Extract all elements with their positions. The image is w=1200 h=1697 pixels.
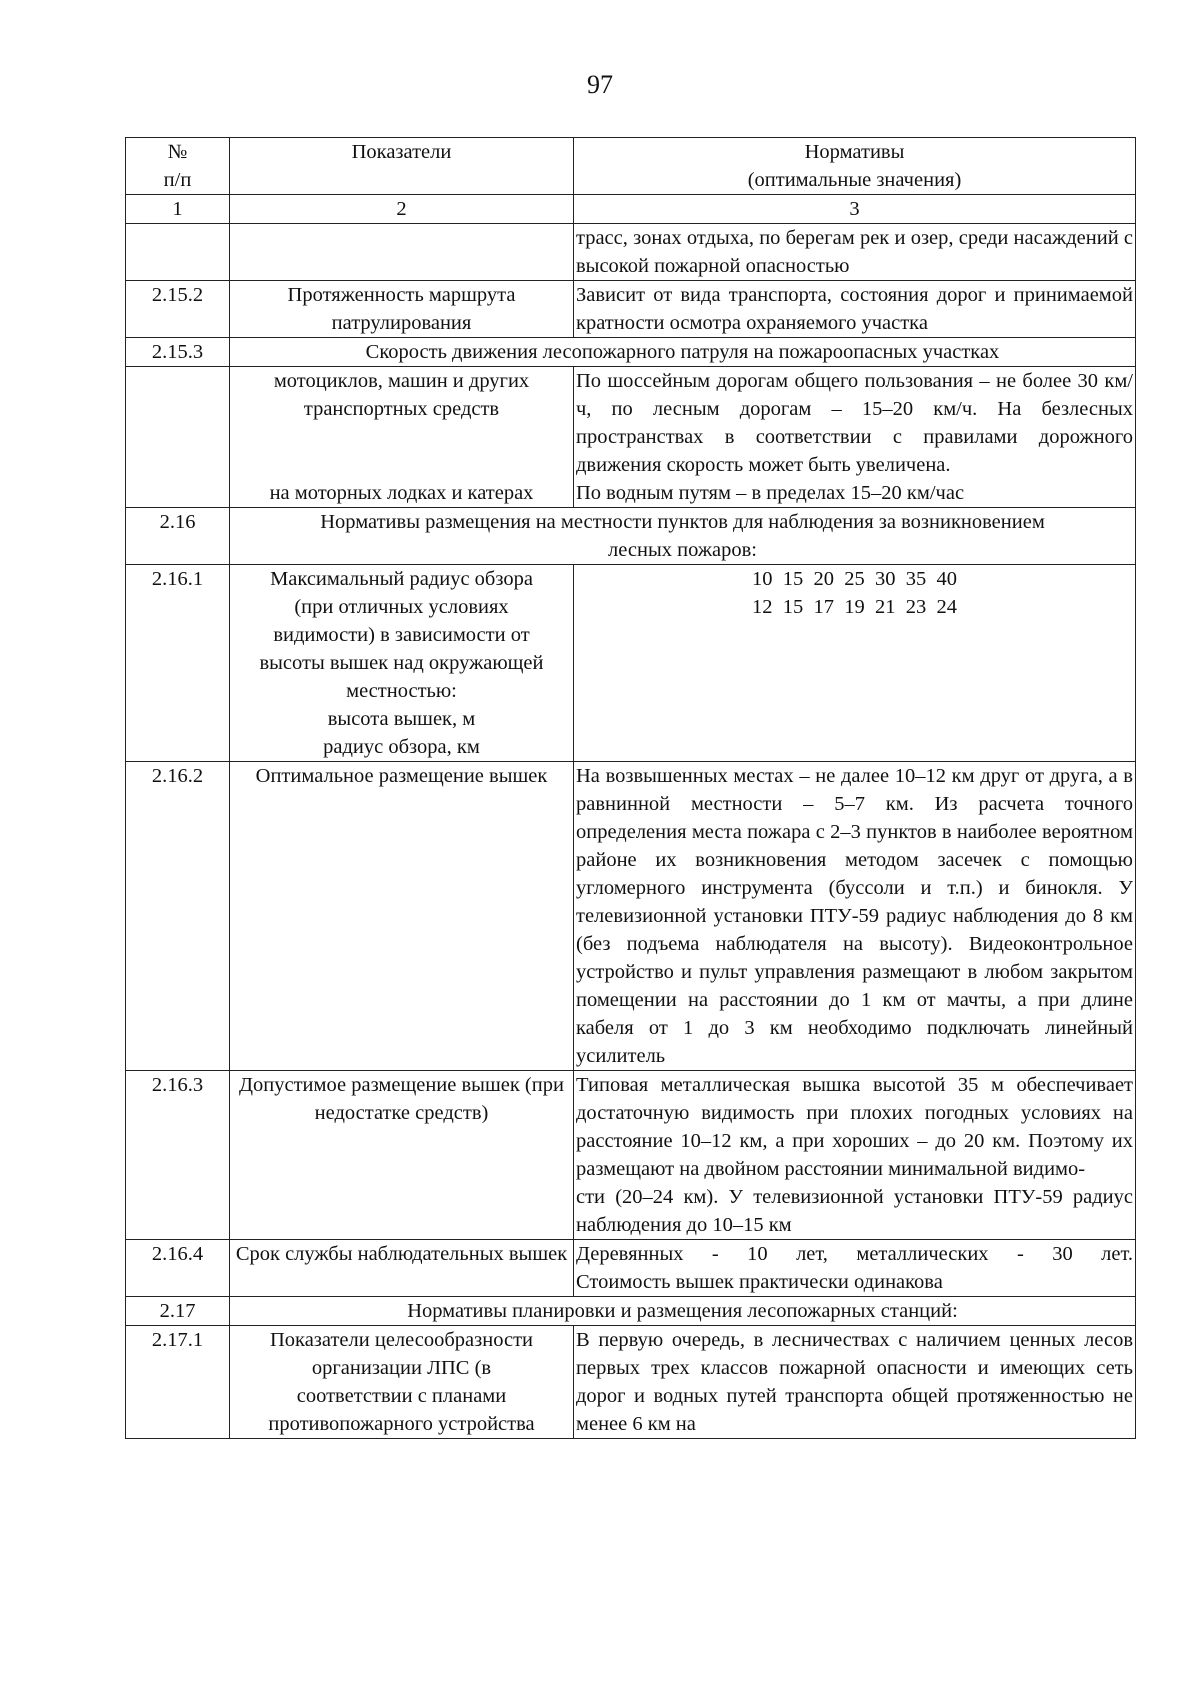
row-number: 2.16: [126, 508, 230, 565]
table-header-row: [126, 138, 1136, 195]
indicator-line: видимости) в зависимости от: [273, 624, 530, 646]
indicator-line: радиус обзора, км: [323, 736, 480, 758]
norms-table: [125, 137, 1136, 1439]
norm-paragraph: Стоимость вышек практически одинакова: [576, 1271, 943, 1293]
row-number: 2.17: [126, 1297, 230, 1326]
header-number-symbol: №: [167, 141, 188, 163]
indicator-line: (при отличных условиях: [294, 596, 509, 618]
norm-cell: По водным путям – в пределах 15–20 км/час: [574, 479, 1136, 508]
indicator-cell: на моторных лодках и катерах: [230, 479, 574, 508]
indicator-cell: Срок службы наблюдательных вышек: [230, 1240, 574, 1297]
table-row: [126, 1240, 1136, 1297]
indicator-cell: [230, 565, 574, 762]
table-row: [126, 367, 1136, 480]
row-number: 2.15.2: [126, 281, 230, 338]
norm-cell: На возвышенных местах – не далее 10–12 км друг от друга, а в равнинной местности – 5–7 км. Из расчета точного определения места пожара с 2–3 пунктов в наиболее вероятном районе их возникновения методом засечек с помощью угломерного инструмента (буссоли и т.п.) и бинокля. У телевизионной установки ПТУ-59 радиус наблюдения до 8 км (без подъема наблюдателя на высоту). Видеоконтрольное устройство и пульт управления размещают в любом закрытом помещении на расстоянии до 1 км от мачты, а при длине кабеля от 1 до 3 км необходимо подключать линейный усилитель: [574, 762, 1136, 1071]
page-number: 97: [587, 70, 613, 99]
indicator-cell: мотоциклов, машин и других транспортных средств: [230, 367, 574, 480]
indicator-line: соответствии с планами: [296, 1385, 507, 1407]
table-row: [126, 338, 1136, 367]
norm-paragraph: сти (20–24 км). У телевизионной установки ПТУ-59 радиус наблюдения до 10–15 км: [576, 1186, 1133, 1236]
table-row: [126, 281, 1136, 338]
indicator-line: высота вышек, м: [327, 708, 476, 730]
header-norms-title: Нормативы: [804, 141, 905, 163]
norm-cell: Зависит от вида транспорта, состояния дорог и принимаемой кратности осмотра охраняемого участка: [574, 281, 1136, 338]
header-indicators: Показатели: [230, 138, 574, 195]
indicator-cell: [230, 1326, 574, 1439]
indicator-line: организации ЛПС (в: [311, 1357, 492, 1379]
indicator-cell: Протяженность маршрута патрулирования: [230, 281, 574, 338]
empty-cell: [230, 224, 574, 281]
column-number-row: [126, 195, 1136, 224]
norm-paragraph: Типовая металлическая вышка высотой 35 м обеспечивает достаточную видимость при плохих погодных условиях на расстояние 10–12 км, а при хороших – до 20 км. Поэтому их размещают на двойном расстоянии минимальной видимо-: [576, 1074, 1133, 1180]
view-radius-values: 12 15 17 19 21 23 24: [752, 596, 957, 618]
table-row: [126, 762, 1136, 1071]
table-row: [126, 479, 1136, 508]
row-number: 2.16.2: [126, 762, 230, 1071]
norm-cell: В первую очередь, в лесничествах с наличием ценных лесов первых трех классов пожарной опасности и имеющих сеть дорог и водных путей транспорта общей протяженностью не менее 6 км на: [574, 1326, 1136, 1439]
column-number-1: 1: [126, 195, 230, 224]
column-number-3: 3: [574, 195, 1136, 224]
norm-cell: трасс, зонах отдыха, по берегам рек и озер, среди насаждений с высокой пожарной опасностью: [574, 224, 1136, 281]
norm-cell: По шоссейным дорогам общего пользования – не более 30 км/ч, по лесным дорогам – 15–20 км/ч. На безлесных пространствах в соответствии с правилами дорожного движения скорость может быть увеличена.: [574, 367, 1136, 480]
table-row: [126, 224, 1136, 281]
row-number: 2.15.3: [126, 338, 230, 367]
table-row: [126, 508, 1136, 565]
header-number-cell: [126, 138, 230, 195]
norm-cell: [574, 565, 1136, 762]
table-row: [126, 1326, 1136, 1439]
indicator-line: местностью:: [346, 680, 457, 702]
indicator-line: Максимальный радиус обзора: [270, 568, 533, 590]
norm-paragraph: Деревянных - 10 лет, металлических - 30 лет.: [576, 1243, 1133, 1265]
column-number-2: 2: [230, 195, 574, 224]
row-number: 2.16.3: [126, 1071, 230, 1240]
row-number: 2.16.4: [126, 1240, 230, 1297]
header-norms-subtitle: (оптимальные значения): [747, 169, 962, 191]
row-number: 2.16.1: [126, 565, 230, 762]
empty-cell: [126, 224, 230, 281]
indicator-line: противопожарного устройства: [268, 1413, 535, 1435]
header-number-abbrev: п/п: [163, 169, 192, 191]
section-heading: Нормативы размещения на местности пунктов для наблюдения за возникновением лесных пожаров:: [230, 508, 1136, 565]
section-heading: Скорость движения лесопожарного патруля на пожароопасных участках: [230, 338, 1136, 367]
norm-cell: [574, 1240, 1136, 1297]
row-number: 2.17.1: [126, 1326, 230, 1439]
indicator-cell: Допустимое размещение вышек (при недостатке средств): [230, 1071, 574, 1240]
table-row: [126, 1297, 1136, 1326]
table-row: [126, 1071, 1136, 1240]
header-norms-cell: [574, 138, 1136, 195]
section-heading: Нормативы планировки и размещения лесопожарных станций:: [230, 1297, 1136, 1326]
table-row: [126, 565, 1136, 762]
indicator-line: высоты вышек над окружающей: [259, 652, 544, 674]
indicator-line: Показатели целесообразности: [270, 1329, 533, 1351]
norm-cell: [574, 1071, 1136, 1240]
tower-heights-values: 10 15 20 25 30 35 40: [752, 568, 957, 590]
indicator-cell: Оптимальное размещение вышек: [230, 762, 574, 1071]
empty-cell: [126, 367, 230, 508]
